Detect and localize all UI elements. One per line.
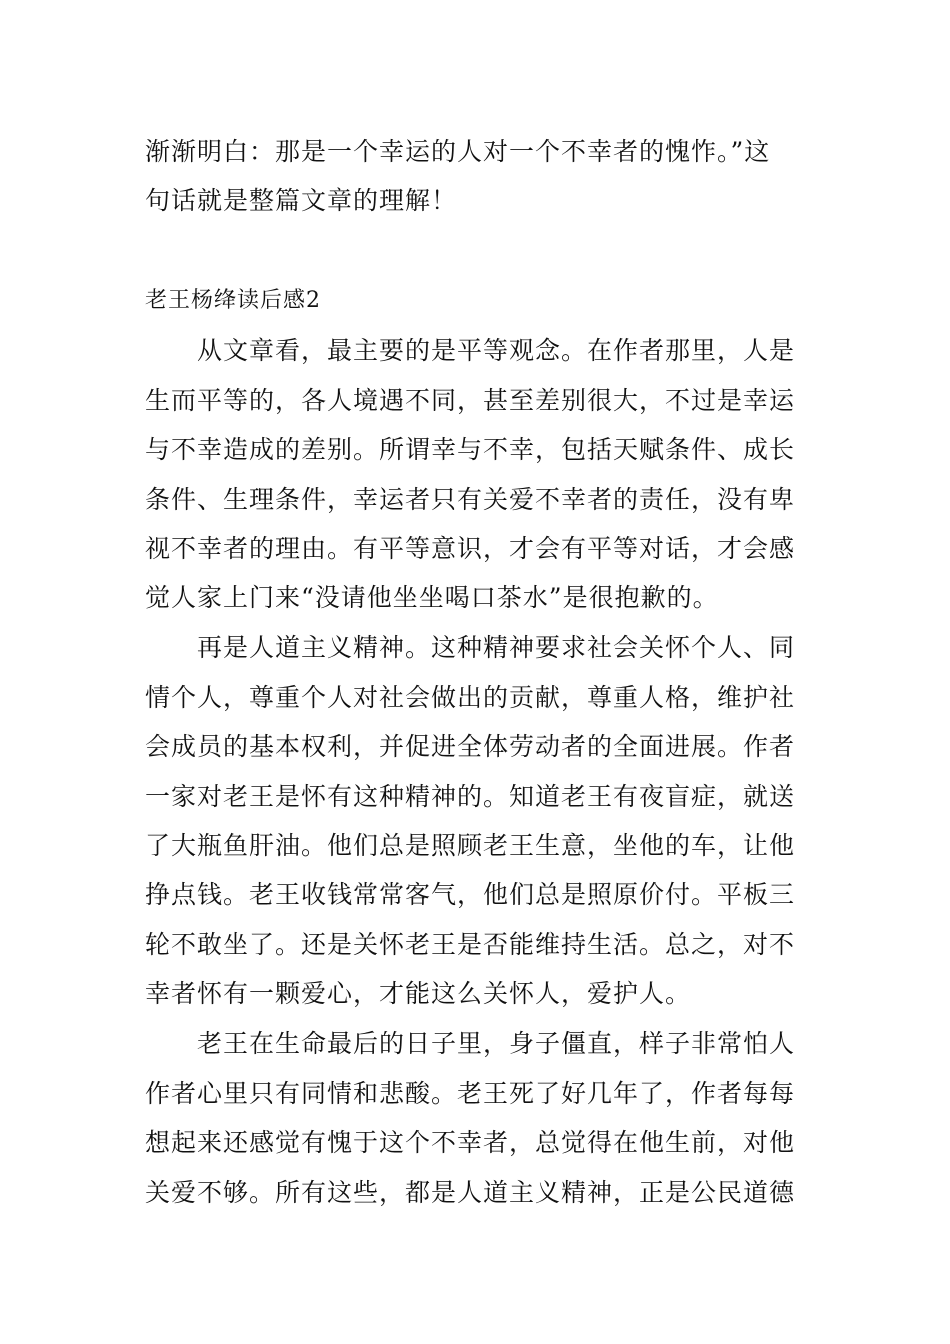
paragraph2-line-6: 挣点钱。老王收钱常常客气，他们总是照原价付。平板三 (145, 880, 796, 909)
paragraph2-line-7: 轮不敢坐了。还是关怀老王是否能维持生活。总之，对不 (145, 930, 796, 959)
paragraph1-line-2: 生而平等的，各人境遇不同，甚至差别很大，不过是幸运 (145, 386, 796, 415)
paragraph1-line-5: 视不幸者的理由。有平等意识，才会有平等对话，才会感 (145, 534, 796, 563)
paragraph1-line-4: 条件、生理条件，幸运者只有关爱不幸者的责任，没有卑 (145, 485, 796, 514)
paragraph2-line-5: 了大瓶鱼肝油。他们总是照顾老王生意，坐他的车，让他 (145, 831, 796, 860)
paragraph3-line-1: 老王在生命最后的日子里，身子僵直，样子非常怕人 (197, 1029, 796, 1058)
paragraph2-line-1: 再是人道主义精神。这种精神要求社会关怀个人、同 (197, 633, 796, 662)
paragraph1-line-3: 与不幸造成的差别。所谓幸与不幸，包括天赋条件、成长 (145, 435, 796, 464)
paragraph3-line-4: 关爱不够。所有这些，都是人道主义精神，正是公民道德 (145, 1178, 796, 1207)
section-heading: 老王杨绛读后感2 (145, 288, 321, 313)
intro-line-1: 渐渐明白：那是一个幸运的人对一个不幸者的愧怍。”这 (145, 137, 771, 166)
paragraph1-line-6: 觉人家上门来“没请他坐坐喝口茶水”是很抱歉的。 (145, 583, 719, 612)
paragraph2-line-3: 会成员的基本权利，并促进全体劳动者的全面进展。作者 (145, 732, 796, 761)
paragraph3-line-3: 想起来还感觉有愧于这个不幸者，总觉得在他生前，对他 (145, 1128, 796, 1157)
intro-line-2: 句话就是整篇文章的理解！ (145, 186, 458, 215)
paragraph2-line-8: 幸者怀有一颗爱心，才能这么关怀人，爱护人。 (145, 979, 692, 1008)
paragraph3-line-2: 作者心里只有同情和悲酸。老王死了好几年了，作者每每 (145, 1079, 796, 1108)
paragraph1-line-1: 从文章看，最主要的是平等观念。在作者那里，人是 (197, 336, 796, 365)
paragraph2-line-4: 一家对老王是怀有这种精神的。知道老王有夜盲症，就送 (145, 782, 796, 811)
paragraph2-line-2: 情个人，尊重个人对社会做出的贡献，尊重人格，维护社 (145, 683, 796, 712)
